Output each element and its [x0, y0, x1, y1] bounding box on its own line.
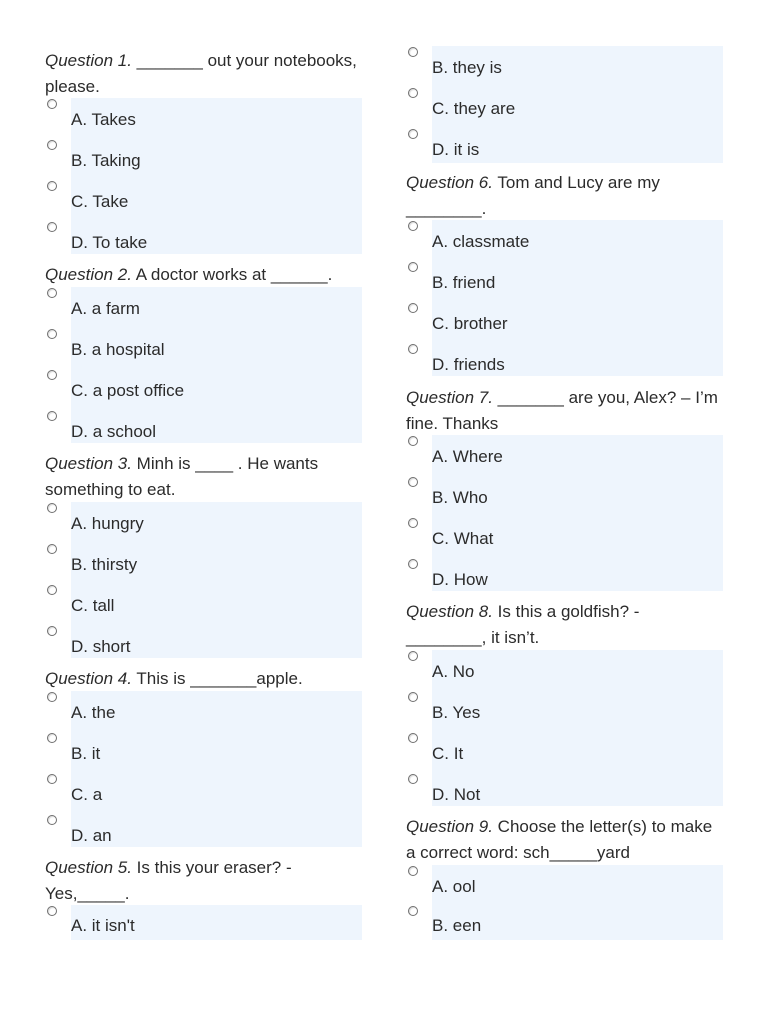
option-4d[interactable] — [45, 814, 362, 855]
question-prompt: _______ out your notebooks, please. — [45, 51, 357, 96]
option-8c[interactable] — [406, 732, 723, 773]
option-9b[interactable] — [406, 905, 723, 940]
option-1b[interactable] — [45, 139, 362, 180]
option-label: D. To take — [71, 233, 148, 252]
question-prompt: Tom and Lucy are my ________. — [406, 173, 660, 218]
option-8d[interactable] — [406, 773, 723, 814]
radio-button[interactable] — [408, 906, 418, 916]
option-label: A. it isn't — [71, 916, 135, 935]
option-label: D. How — [432, 570, 488, 589]
option-label: D. it is — [432, 140, 480, 159]
radio-button[interactable] — [47, 733, 57, 743]
option-label: B. they is — [432, 58, 502, 77]
radio-button[interactable] — [408, 477, 418, 487]
question-9-options — [406, 865, 723, 940]
question-number: Question 5. — [45, 858, 132, 877]
option-3d[interactable] — [45, 625, 362, 666]
option-6c[interactable] — [406, 302, 723, 343]
radio-button[interactable] — [408, 774, 418, 784]
option-label: A. hungry — [71, 514, 144, 533]
option-7b[interactable] — [406, 476, 723, 517]
option-7d[interactable] — [406, 558, 723, 599]
question-3-options — [45, 502, 362, 658]
option-label: D. an — [71, 826, 112, 845]
option-label: A. ool — [432, 877, 476, 896]
question-6-options — [406, 220, 723, 376]
option-label: C. they are — [432, 99, 516, 118]
option-label: B. thirsty — [71, 555, 138, 574]
radio-button[interactable] — [408, 651, 418, 661]
question-2-text — [45, 262, 362, 288]
option-label: A. classmate — [432, 232, 530, 251]
question-1-options — [45, 98, 362, 254]
question-number: Question 6. — [406, 173, 493, 192]
option-4c[interactable] — [45, 773, 362, 814]
option-label: D. Not — [432, 785, 481, 804]
option-label: A. No — [432, 662, 475, 681]
radio-button[interactable] — [408, 129, 418, 139]
question-prompt: Is this your eraser? - Yes,_____. — [45, 858, 292, 903]
radio-button[interactable] — [47, 906, 57, 916]
option-7c[interactable] — [406, 517, 723, 558]
radio-button[interactable] — [408, 221, 418, 231]
option-1d[interactable] — [45, 221, 362, 262]
option-label: B. friend — [432, 273, 496, 292]
question-8-text — [406, 599, 723, 651]
option-3c[interactable] — [45, 584, 362, 625]
radio-button[interactable] — [47, 99, 57, 109]
radio-button[interactable] — [47, 692, 57, 702]
radio-button[interactable] — [47, 544, 57, 554]
option-2b[interactable] — [45, 328, 362, 369]
option-8b[interactable] — [406, 691, 723, 732]
radio-button[interactable] — [408, 47, 418, 57]
radio-button[interactable] — [408, 518, 418, 528]
question-2-options — [45, 287, 362, 443]
question-7-options — [406, 435, 723, 591]
question-number: Question 8. — [406, 602, 493, 621]
radio-button[interactable] — [408, 733, 418, 743]
option-2a[interactable] — [45, 287, 362, 328]
option-2c[interactable] — [45, 369, 362, 410]
option-5a[interactable] — [45, 905, 362, 946]
question-5-options-part2 — [406, 46, 723, 163]
question-prompt: Is this a goldfish? - ________, it isn’t. — [406, 602, 640, 647]
option-1a[interactable] — [45, 98, 362, 139]
option-5c[interactable] — [406, 87, 723, 128]
radio-button[interactable] — [47, 585, 57, 595]
option-label: C. a post office — [71, 381, 185, 400]
option-label: C. Take — [71, 192, 129, 211]
option-label: A. a farm — [71, 299, 140, 318]
option-7a[interactable] — [406, 435, 723, 476]
option-8a[interactable] — [406, 650, 723, 691]
option-label: A. the — [71, 703, 116, 722]
option-label: A. Takes — [71, 110, 136, 129]
option-label: C. tall — [71, 596, 115, 615]
option-label: B. a hospital — [71, 340, 165, 359]
radio-button[interactable] — [47, 181, 57, 191]
option-label: C. What — [432, 529, 494, 548]
radio-button[interactable] — [47, 288, 57, 298]
radio-button[interactable] — [408, 88, 418, 98]
question-3-text — [45, 451, 362, 503]
radio-button[interactable] — [408, 262, 418, 272]
option-label: B. Yes — [432, 703, 481, 722]
option-2d[interactable] — [45, 410, 362, 451]
question-9-text — [406, 814, 723, 866]
option-label: C. a — [71, 785, 103, 804]
option-label: B. it — [71, 744, 101, 763]
option-1c[interactable] — [45, 180, 362, 221]
option-5b[interactable] — [406, 46, 723, 87]
option-label: C. It — [432, 744, 464, 763]
radio-button[interactable] — [408, 559, 418, 569]
option-3a[interactable] — [45, 502, 362, 543]
radio-button[interactable] — [408, 866, 418, 876]
question-5-options-part1 — [45, 905, 362, 940]
option-label: B. een — [432, 916, 482, 935]
option-9a[interactable] — [406, 865, 723, 905]
question-8-options — [406, 650, 723, 806]
radio-button[interactable] — [408, 692, 418, 702]
question-number: Question 3. — [45, 454, 132, 473]
radio-button[interactable] — [408, 436, 418, 446]
option-6b[interactable] — [406, 261, 723, 302]
option-label: D. short — [71, 637, 131, 656]
option-6d[interactable] — [406, 343, 723, 384]
radio-button[interactable] — [47, 774, 57, 784]
option-3b[interactable] — [45, 543, 362, 584]
question-1-text — [45, 48, 362, 100]
radio-button[interactable] — [47, 222, 57, 232]
question-prompt: _______ are you, Alex? – I’m fine. Thanks — [406, 388, 718, 433]
option-6a[interactable] — [406, 220, 723, 261]
option-label: D. friends — [432, 355, 505, 374]
radio-button[interactable] — [47, 140, 57, 150]
radio-button[interactable] — [47, 503, 57, 513]
radio-button[interactable] — [47, 329, 57, 339]
radio-button[interactable] — [408, 344, 418, 354]
question-number: Question 9. — [406, 817, 493, 836]
question-4-options — [45, 691, 362, 847]
option-label: A. Where — [432, 447, 503, 466]
question-prompt: Minh is ____ . He wants something to eat. — [45, 454, 319, 499]
radio-button[interactable] — [47, 626, 57, 636]
option-label: D. a school — [71, 422, 157, 441]
question-6-text — [406, 170, 723, 222]
question-7-text — [406, 385, 723, 437]
option-5d[interactable] — [406, 128, 723, 169]
question-prompt: This is _______apple. — [131, 669, 303, 688]
question-4-text — [45, 666, 362, 692]
option-label: B. Taking — [71, 151, 141, 170]
question-number: Question 7. — [406, 388, 493, 407]
question-prompt: Choose the letter(s) to make a correct word: sch_____yard — [406, 817, 713, 862]
option-4b[interactable] — [45, 732, 362, 773]
radio-button[interactable] — [47, 815, 57, 825]
question-5-text — [45, 855, 362, 907]
radio-button[interactable] — [47, 411, 57, 421]
option-label: B. Who — [432, 488, 488, 507]
radio-button[interactable] — [408, 303, 418, 313]
radio-button[interactable] — [47, 370, 57, 380]
question-number: Question 2. — [45, 265, 132, 284]
question-number: Question 4. — [45, 669, 132, 688]
question-prompt: A doctor works at ______. — [131, 265, 333, 284]
question-number: Question 1. — [45, 51, 132, 70]
option-label: C. brother — [432, 314, 508, 333]
option-4a[interactable] — [45, 691, 362, 732]
